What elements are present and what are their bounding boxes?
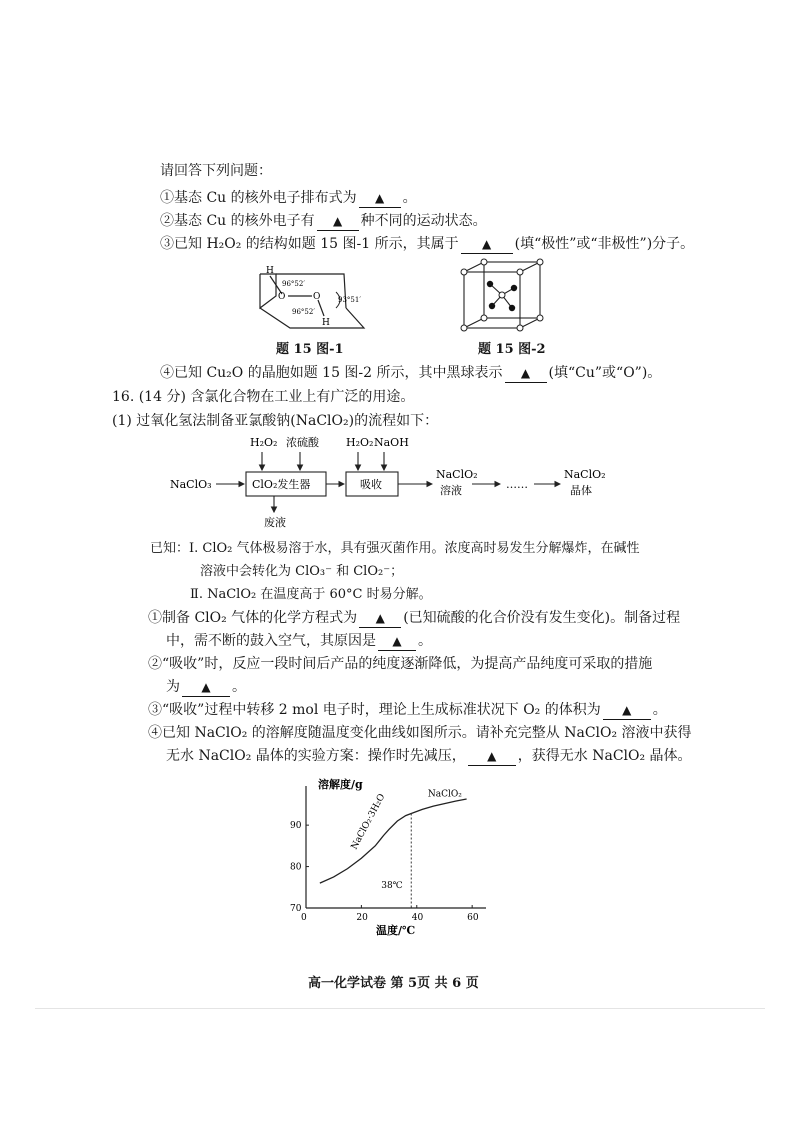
flow-box-absorb: 吸收 <box>360 478 382 491</box>
process-flow-diagram <box>160 432 620 530</box>
atom-h-top: H <box>266 266 274 276</box>
angle-label-2: 93°51′ <box>338 296 361 304</box>
flow-box-clo2-generator: ClO₂发生器 <box>252 478 311 491</box>
flow-product-solution-top: NaClO₂ <box>436 468 478 481</box>
answer-blank[interactable]: ▲ <box>359 189 401 208</box>
chart-series-line <box>411 799 466 814</box>
answer-blank[interactable]: ▲ <box>461 235 513 254</box>
answer-blank[interactable]: ▲ <box>378 632 416 651</box>
chart-x-tick-label: 20 <box>356 913 368 923</box>
chart-x-tick-label: 0 <box>301 913 307 923</box>
q16-sub1b: 中，需不断的鼓入空气，其原因是 ▲ 。 <box>166 633 432 649</box>
flow-input-naclo3: NaClO₃ <box>170 478 212 491</box>
solubility-chart <box>276 772 506 940</box>
fig15-2-caption: 题 15 图-2 <box>478 342 546 357</box>
q15-item1: ①基态 Cu 的核外电子排布式为 ▲ 。 <box>160 190 417 206</box>
flow-reagent-h2o2-2: H₂O₂ <box>346 436 374 449</box>
q16-part1: (1) 过氧化氢法制备亚氯酸钠(NaClO₂)的流程如下： <box>112 413 439 429</box>
atom-o-right: O <box>313 292 321 302</box>
answer-blank[interactable]: ▲ <box>182 678 230 697</box>
page-footer: 高一化学试卷 第 5页 共 6 页 <box>308 976 479 991</box>
chart-x-tick-label: 40 <box>411 913 424 923</box>
q15-item3: ③已知 H₂O₂ 的结构如题 15 图-1 所示，其属于 ▲ (填“极性”或“非极性”)分子。 <box>160 236 695 252</box>
known-1b: 溶液中会转化为 ClO₃⁻ 和 ClO₂⁻； <box>200 564 404 579</box>
chart-series-label: NaClO₂·3H₂O <box>349 792 388 852</box>
chart-y-tick-label: 90 <box>290 821 302 832</box>
atom-o-left: O <box>278 292 286 302</box>
chart-annotation-label: 38℃ <box>381 881 403 891</box>
flow-dots: …… <box>506 478 528 491</box>
answer-blank[interactable]: ▲ <box>468 747 516 766</box>
intro-text: 请回答下列问题： <box>160 163 272 179</box>
flow-product-crystal-bottom: 晶体 <box>570 484 592 497</box>
atom-h-bottom: H <box>322 318 330 328</box>
q16-sub4a: ④已知 NaClO₂ 的溶解度随温度变化曲线如图所示。请补充完整从 NaClO₂ 溶液中获得 <box>148 725 692 741</box>
fig15-1-caption: 题 15 图-1 <box>276 342 344 357</box>
q16-sub3: ③“吸收”过程中转移 2 mol 电子时，理论上生成标准状况下 O₂ 的体积为 ▲ 。 <box>148 702 667 718</box>
flow-waste-liquid: 废液 <box>264 516 286 529</box>
cu2o-unit-cell-figure <box>458 258 548 334</box>
answer-blank[interactable]: ▲ <box>317 212 359 231</box>
chart-y-tick-label: 80 <box>290 862 302 873</box>
chart-y-axis-label: 溶解度/g <box>318 778 363 791</box>
flow-reagent-h2so4: 浓硫酸 <box>286 436 319 449</box>
chart-x-tick-label: 60 <box>467 913 479 923</box>
flow-reagent-h2o2-1: H₂O₂ <box>250 436 278 449</box>
answer-blank[interactable]: ▲ <box>603 701 651 720</box>
h2o2-structure-figure <box>252 262 372 340</box>
flow-product-solution-bottom: 溶液 <box>440 484 462 497</box>
known-1a: 已知：Ⅰ. ClO₂ 气体极易溶于水，具有强灭菌作用。浓度高时易发生分解爆炸，在碱性 <box>150 541 640 556</box>
answer-blank[interactable]: ▲ <box>505 364 547 383</box>
q16-header: 16. (14 分) 含氯化合物在工业上有广泛的用途。 <box>112 389 415 405</box>
q16-sub4b: 无水 NaClO₂ 晶体的实验方案：操作时先减压， ▲ ，获得无水 NaClO₂ 晶体。 <box>166 748 692 764</box>
q15-item4: ④已知 Cu₂O 的晶胞如题 15 图-2 所示，其中黑球表示 ▲ (填“Cu”或“O”)。 <box>160 365 662 381</box>
known-2: Ⅱ. NaClO₂ 在温度高于 60°C 时易分解。 <box>190 587 432 602</box>
flow-reagent-naoh: NaOH <box>374 436 409 449</box>
angle-label-1: 96°52′ <box>282 280 305 288</box>
q16-sub2b: 为 ▲ 。 <box>166 679 246 695</box>
q16-sub2a: ②“吸收”时，反应一段时间后产品的纯度逐渐降低，为提高产品纯度可采取的措施 <box>148 656 653 672</box>
angle-label-3: 96°52′ <box>292 308 315 316</box>
chart-series-label: NaClO₂ <box>427 789 462 800</box>
chart-y-tick-label: 70 <box>290 904 302 914</box>
q15-item2: ②基态 Cu 的核外电子有 ▲ 种不同的运动状态。 <box>160 213 487 229</box>
q16-sub1a: ①制备 ClO₂ 气体的化学方程式为 ▲ (已知硫酸的化合价没有发生变化)。制备过程 <box>148 610 681 626</box>
page-divider <box>35 1008 765 1009</box>
flow-product-crystal-top: NaClO₂ <box>564 468 606 481</box>
chart-x-axis-label: 温度/℃ <box>376 924 416 937</box>
answer-blank[interactable]: ▲ <box>359 609 401 628</box>
